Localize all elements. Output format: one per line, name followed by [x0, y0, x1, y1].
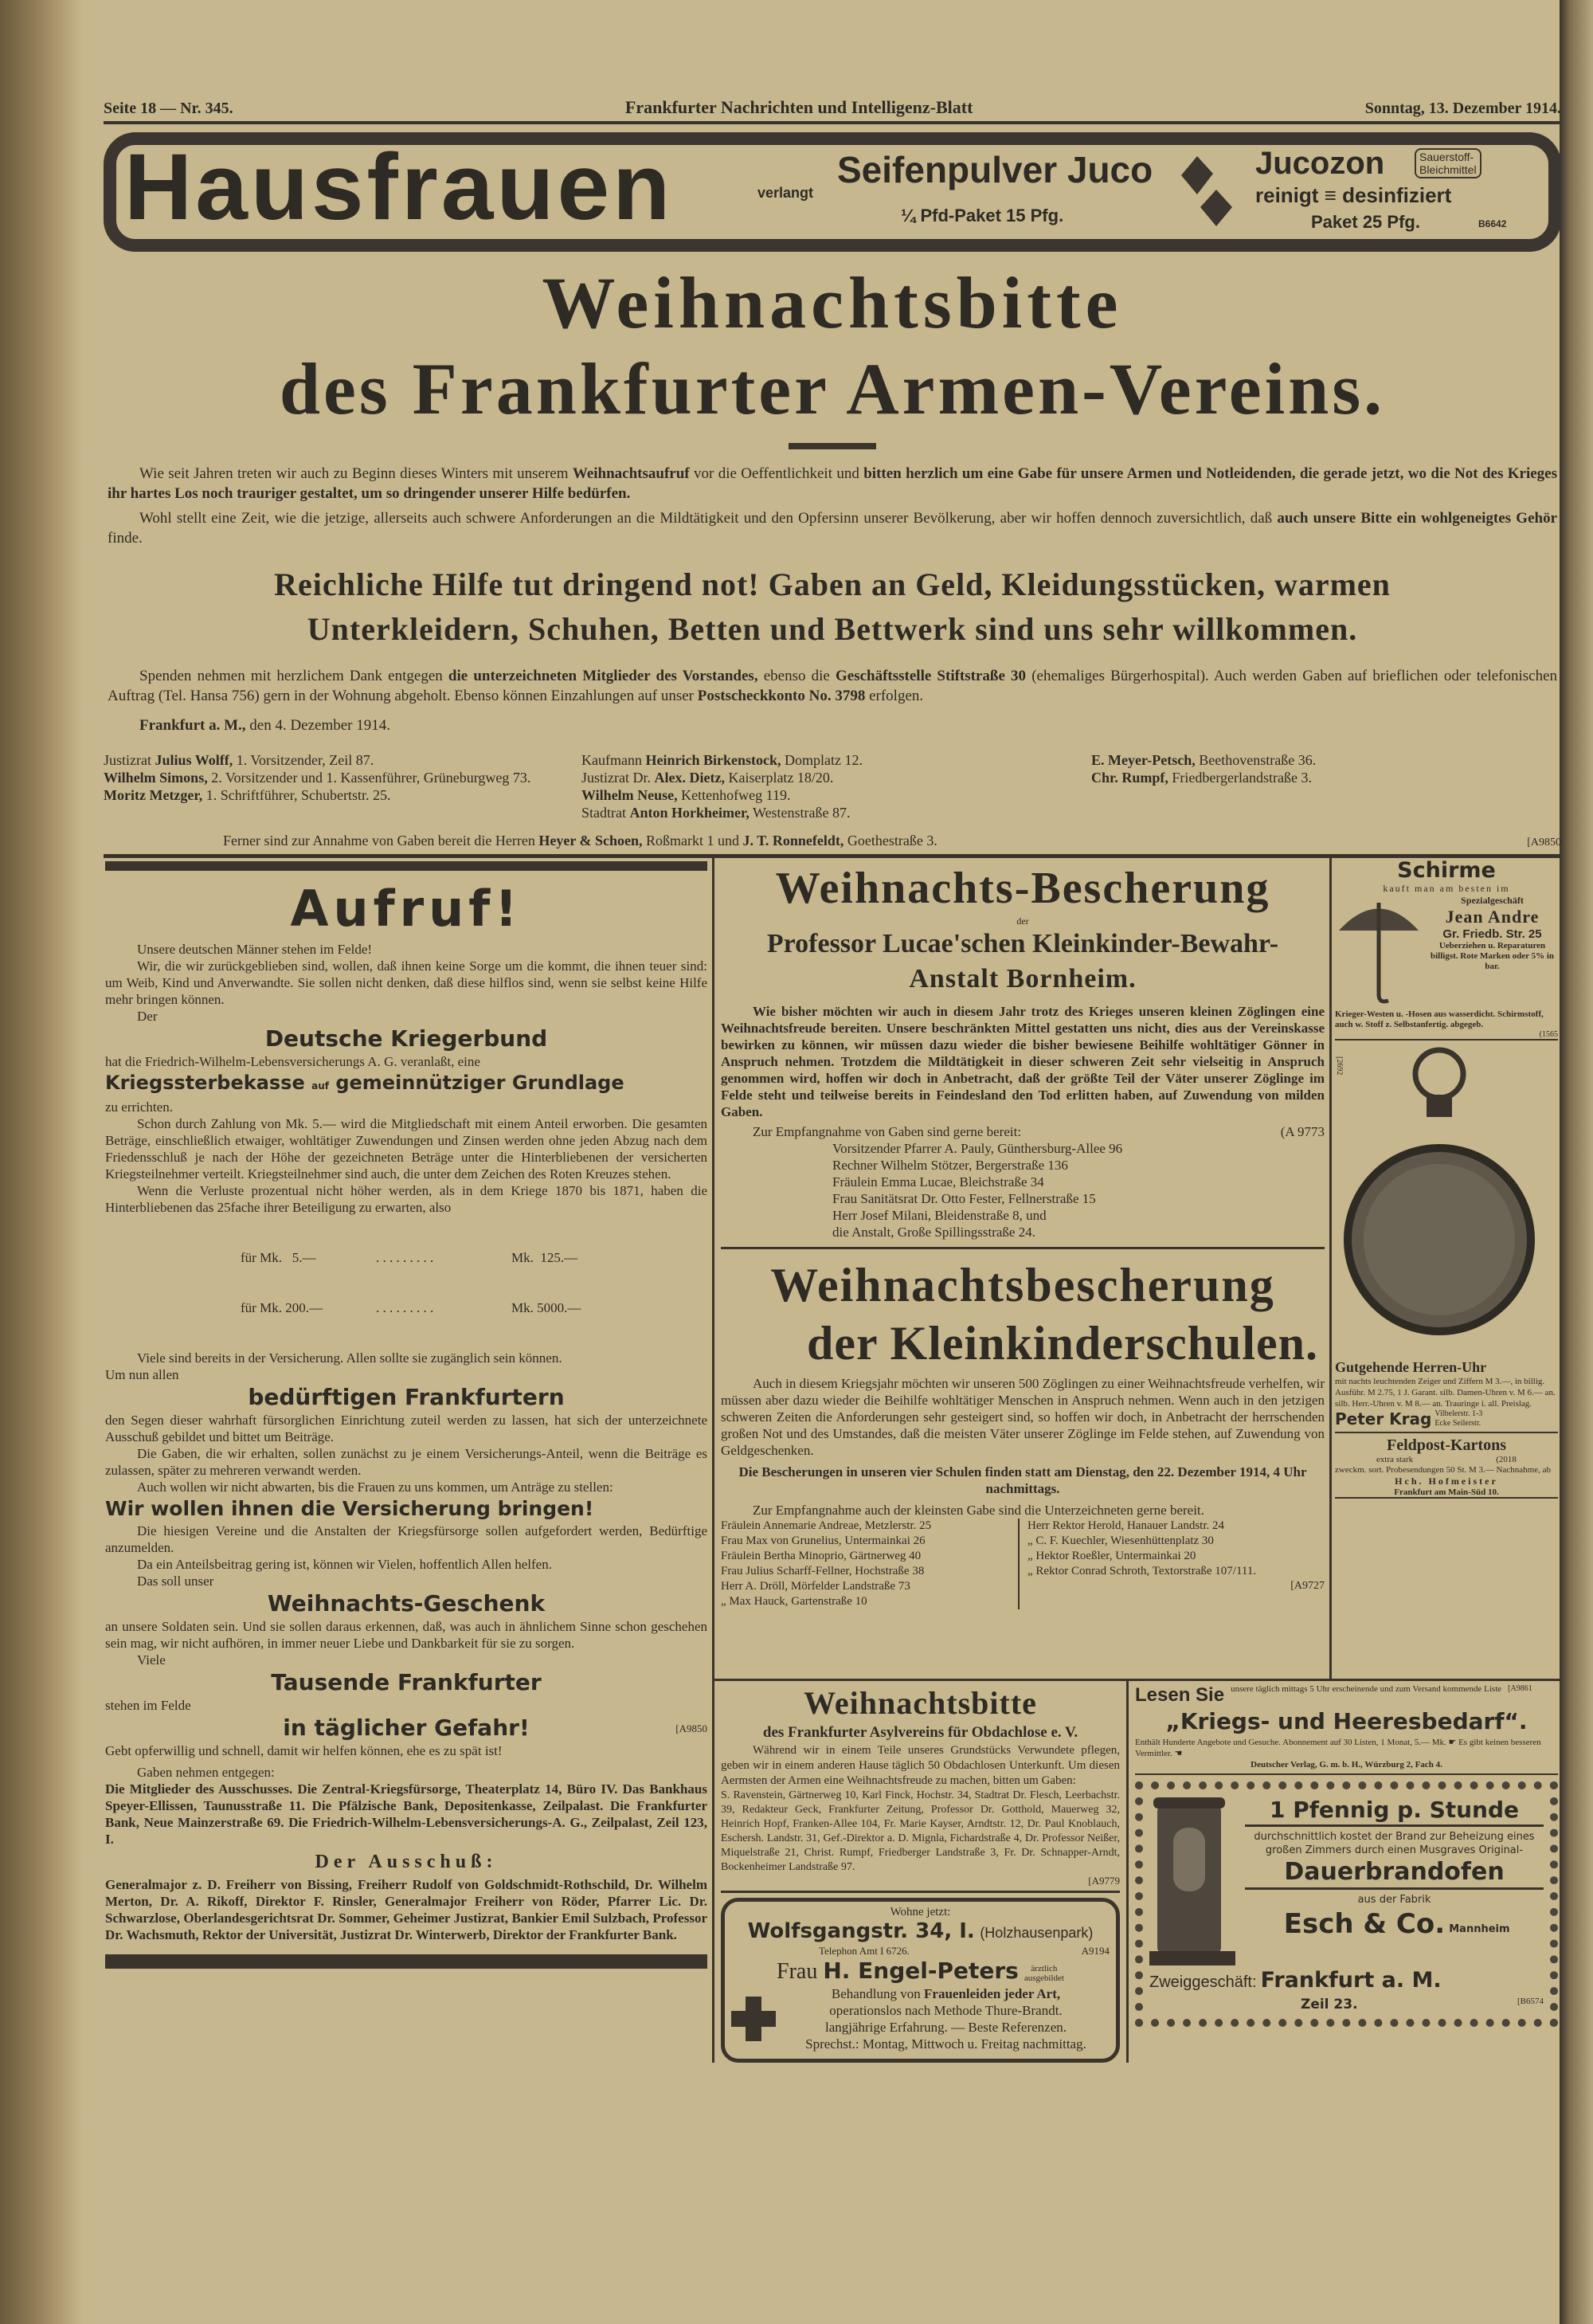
text: finde. — [108, 530, 143, 547]
collector-list — [721, 1140, 1325, 1240]
rule — [1335, 1432, 1558, 1433]
t: Feldpost-Kartons — [1387, 1436, 1506, 1454]
text: Spenden nehmen mit herzlichem Dank entgegen — [139, 668, 448, 684]
t: Wilhelm Simons, — [104, 770, 208, 786]
asyl-article — [721, 1684, 1120, 1887]
ad-text — [1245, 1796, 1544, 1967]
book-binding-edge — [0, 0, 84, 2324]
paragraph: Die Mitglieder des Ausschusses. Die Zentral-Kriegsfürsorge, Theaterplatz 14, Büro IV. Das Bankhaus Speyer-Ellissen, Taunusstraße 11. Die Pfälzische Bank, Depositenkasse, Zeilpalast. Die Frankfurter Bank, Neue Mainzerstraße 69. Die Friedrich-Wilhelm-Lebensversicherungs-A. G., Zeilpalast, Zeil 123, I. — [105, 1781, 707, 1847]
t: Domplatz 12. — [781, 752, 863, 768]
t: für Mk. 200.— — [241, 1300, 323, 1315]
t: Esch & Co. — [1283, 1908, 1446, 1940]
paragraph: Der — [137, 1009, 158, 1024]
ad-headline: Hausfrauen — [124, 135, 674, 240]
schirme-title: Schirme — [1397, 858, 1496, 883]
t: Peter Krag — [1335, 1409, 1432, 1428]
ornament-divider — [789, 443, 876, 449]
details-row — [731, 1985, 1110, 2052]
list-item: „ Rektor Conrad Schroth, Textorstraße 107/111. — [1027, 1565, 1257, 1577]
paragraph: Unsere deutschen Männer stehen im Felde! — [137, 942, 373, 957]
t: Julius Wolff, — [155, 752, 233, 768]
ad-note — [1415, 148, 1481, 178]
additional-collectors — [223, 833, 937, 849]
text-bold: Weihnachtsaufruf — [572, 465, 690, 482]
watch-ad — [1335, 1359, 1558, 1499]
text: vor die Oeffentlichkeit und — [689, 465, 864, 482]
list-item: „ C. F. Kuechler, Wiesenhüttenplatz 30 — [1027, 1534, 1214, 1547]
paragraph: Viele — [137, 1652, 166, 1668]
t: Deutscher Verlag, G. m. b. H., Würzburg 2, Fach 4. — [1251, 1760, 1442, 1769]
appeal-callout — [104, 562, 1561, 652]
ads-column — [1129, 1681, 1561, 2063]
aufruf-title: Aufruf! — [290, 880, 523, 938]
red-cross-icon — [731, 1997, 776, 2041]
ad-verlangt: verlangt — [757, 185, 814, 201]
paragraph: Die Bescherungen in unseren vier Schulen finden statt am Dienstag, den 22. Dezember 1914, 4 Uhr nachmittags. — [738, 1464, 1307, 1496]
paragraph: Da ein Anteilsbeitrag gering ist, können wir Vielen, hoffentlich Allen helfen. — [137, 1557, 552, 1572]
issue-date: Sonntag, 13. Dezember 1914. — [1364, 100, 1561, 117]
t: Gr. Friedb. Str. 25 — [1442, 927, 1542, 941]
t: Zweiggeschäft: — [1149, 1973, 1257, 1991]
t: Lesen Sie — [1135, 1684, 1225, 1706]
paragraph: Gaben nehmen entgegen: — [137, 1765, 275, 1780]
heading: des Frankfurter Asylvereins für Obdachlose e. V. — [762, 1724, 1078, 1741]
top-bar — [105, 861, 707, 871]
callout-line-1: Reichliche Hilfe tut dringend not! Gaben an Geld, Kleidungsstücken, warmen — [274, 566, 1391, 602]
ad-code: [A9850 — [675, 1722, 707, 1734]
t: (Holzhausenpark) — [980, 1925, 1094, 1941]
appeal-donation-info — [104, 666, 1561, 735]
t: Stadtrat — [581, 805, 630, 821]
ad-code: A9194 — [1081, 1945, 1110, 1957]
paragraph: Um nun allen — [105, 1367, 179, 1382]
t: Ferner sind zur Annahme von Gaben bereit die Herren — [223, 833, 539, 848]
adjacent-page-edge — [1560, 0, 1593, 2324]
t: Roßmarkt 1 und — [642, 833, 743, 848]
signers-col-2 — [581, 751, 1059, 821]
t: Kaiserplatz 18/20. — [724, 770, 834, 786]
t: Sprechst.: Montag, Mittwoch u. Freitag nachmittag. — [805, 2036, 1086, 2052]
asyl-column — [714, 1681, 1129, 2063]
ad-code: [A9779 — [1088, 1875, 1120, 1887]
t: Beethovenstraße 36. — [1195, 752, 1317, 768]
t: Krieger-Westen u. -Hosen aus wasserdicht. Schirmstoff, auch w. Stoff z. Selbstanfertig. abgegeb. — [1335, 1009, 1544, 1029]
paragraph: S. Ravenstein, Gärtnerweg 10, Karl Finck, Hochstr. 34, Stadtrat Dr. Flesch, Leerbachstr. 39, Redakteur Geck, Frankfurter Zeitung, Professor Dr. Gotthold, Mauerweg 32, Heinrich Hopf, Franken-Allee 104, Fr. Marie Kayser, Arndtstr. 12, Dr. Paul Knoblauch, Eschersh. Landstr. 31, Gef.-Direktor a. D. Mignla, Fichardstraße 4, Dr. Professor Neißer, Miquelstraße 21, Christ. Rumpf, Friedberger Landstraße 3, Fr. Dr. Schnapper-Arndt, Bockenheimer Landstraße 97. — [721, 1789, 1120, 1873]
ad-headline: 1 Pfennig p. Stunde — [1245, 1796, 1544, 1827]
list-item: Herr A. Dröll, Mörfelder Landstraße 73 — [721, 1580, 910, 1593]
t: 1. Schriftführer, Schubertstr. 25. — [202, 787, 391, 803]
rule — [721, 1247, 1325, 1249]
t: Frankfurt a. M. — [1260, 1968, 1442, 1993]
signer — [581, 786, 1059, 804]
row — [731, 1945, 1110, 1958]
t: Gutgehende Herren-Uhr — [1335, 1359, 1487, 1375]
upper-row — [714, 858, 1561, 1679]
heading: in täglicher Gefahr! — [283, 1715, 530, 1741]
text: Wohl stellt eine Zeit, wie die jetzige, allerseits auch schwere Anforderungen an die Mildtätigkeit und den Opfersinn unserer Bevölkerung, aber wir hoffen dennoch zuversichtlich, daß — [139, 510, 1278, 527]
text-bold: bitten herzlich um eine Gabe für unsere Armen und Notleidenden, die gerade jetzt, wo die Not des Krieges ihr hartes Los noch trauriger gestaltet, um so dringender unserer Hilfe bedürfen. — [108, 465, 1557, 502]
place: Frankfurt a. M., — [139, 717, 246, 734]
t: Kaufmann — [581, 752, 646, 768]
t: ärztlich — [1031, 1963, 1058, 1973]
ad-claim: reinigt ≡ desinfiziert — [1255, 183, 1452, 207]
additional-collectors-row — [104, 833, 1561, 849]
t: Kriegssterbekasse — [105, 1072, 305, 1094]
paragraph: zu errichten. — [105, 1099, 173, 1115]
lower-row — [714, 1681, 1561, 2063]
text: ebenso die — [757, 668, 836, 684]
text: (ehemaliges Bürgerhospital). Auch werden Gaben auf brieflichen oder telefonischen Auftrag (Tel. Hansa 756) gern in der Wohnung abgeholt. Ebenso können Einzahlungen auf unser — [108, 668, 1558, 704]
newspaper-title: Frankfurter Nachrichten und Intelligenz-Blatt — [624, 97, 973, 117]
paragraph: stehen im Felde — [105, 1698, 191, 1713]
t: Spezialgeschäft — [1461, 895, 1524, 906]
t: 1. Vorsitzender, Zeil 87. — [233, 752, 374, 768]
aufruf-article — [104, 858, 714, 2063]
t: Zur Empfangnahme von Gaben sind gerne bereit: — [753, 1124, 1022, 1139]
t: Frauenleiden jeder Art, — [924, 1986, 1061, 2001]
ad-code: B6642 — [1478, 218, 1507, 229]
list-item: Frau Julius Scharff-Fellner, Hochstraße 38 — [721, 1565, 925, 1577]
t: Wilhelm Neuse, — [581, 787, 678, 803]
details — [782, 1985, 1110, 2052]
ad-product: Seifenpulver Juco — [837, 149, 1153, 190]
t: Justizrat — [104, 752, 155, 768]
t: E. Meyer-Petsch, — [1091, 752, 1196, 768]
list-item: Rechner Wilhelm Stötzer, Bergerstraße 136 — [832, 1158, 1068, 1173]
name-line — [731, 1958, 1110, 1985]
heading: Anstalt Bornheim. — [909, 964, 1137, 993]
esch-stove-ad — [1135, 1781, 1558, 2027]
list-item: Fräulein Annemarie Andreae, Metzlerstr. 25 — [721, 1519, 932, 1532]
list-item: Herr Josef Milani, Bleidenstraße 8, und — [832, 1208, 1047, 1223]
signer — [581, 751, 1059, 769]
rule — [1335, 1497, 1558, 1499]
watch-row — [1335, 1041, 1558, 1359]
right-area — [714, 858, 1561, 2063]
paragraph: Zur Empfangnahme auch der kleinsten Gabe sind die Unterzeichneten gerne bereit. — [753, 1503, 1204, 1518]
t: Ecke Seilerstr. — [1434, 1419, 1481, 1428]
text-bold: Postscheckkonto No. 3798 — [697, 688, 866, 704]
ad-code: [A9850 — [1527, 837, 1561, 848]
column-area — [104, 858, 1561, 2063]
t: Justizrat Dr. — [581, 770, 655, 786]
date: den 4. Dezember 1914. — [245, 717, 391, 734]
t: Goethestraße 3. — [843, 833, 937, 848]
ad-code: (1565 — [1539, 1030, 1558, 1039]
address-line — [731, 1919, 1110, 1945]
row — [1335, 1455, 1558, 1464]
schirme-row — [1335, 895, 1558, 1006]
t: Frau — [777, 1959, 818, 1984]
list-item: Fräulein Emma Lucae, Bleichstraße 34 — [832, 1174, 1044, 1189]
heading: Weihnachts-Geschenk — [267, 1590, 546, 1617]
signer — [581, 769, 1059, 786]
juco-diamond-logo-icon — [1180, 156, 1235, 228]
signer — [581, 804, 1059, 821]
t: Vilbelerstr. 1-3 — [1434, 1409, 1483, 1418]
row — [1335, 1409, 1558, 1428]
t: Ueberziehen u. Reparaturen billigst. Rote Marken oder 5% in bar. — [1430, 941, 1554, 971]
t: Heinrich Birkenstock, — [645, 752, 781, 768]
collector-lists — [721, 1519, 1325, 1609]
t: Kettenhofweg 119. — [677, 787, 791, 803]
paragraph: Auch wollen wir nicht abwarten, bis die Frauen zu uns kommen, um Anträge zu stellen: — [137, 1479, 613, 1495]
heading: Weihnachtsbitte — [804, 1685, 1037, 1721]
appeal-paragraph-1 — [108, 464, 1557, 504]
t: mit nachts leuchtenden Zeiger und Ziffern M 3.—, in billig. Ausführ. M 2.75, 1 J. Garant. silb. Damen-Uhren v. M 6.— an. silb. Herr.-Uhren v. M 8.— an. Trauringe i. all. Preislag. — [1335, 1377, 1556, 1409]
kriegsbedarf-ad — [1135, 1684, 1558, 1775]
t: Mk. 125.— — [511, 1250, 578, 1265]
ad-code: [B6574 — [1517, 1997, 1544, 2006]
lucae-article — [714, 858, 1332, 1679]
t: Mannheim — [1449, 1922, 1510, 1935]
t: auf — [311, 1080, 329, 1091]
t: für Mk. 5.— — [241, 1250, 316, 1265]
t: ausgebildet — [1024, 1973, 1064, 1983]
list-item: die Anstalt, Große Spillingsstraße 24. — [832, 1225, 1035, 1240]
ad-code: [2692 — [1335, 1056, 1344, 1076]
juco-ad — [104, 132, 1561, 252]
t: langjährige Erfahrung. — Beste Referenzen. — [824, 2020, 1067, 2035]
ad-code: (2018 — [1496, 1455, 1517, 1464]
t: Friedbergerlandstraße 3. — [1168, 770, 1312, 786]
ad-price: ¼ Pfd-Paket 15 Pfg. — [901, 206, 1064, 225]
t: Chr. Rumpf, — [1091, 770, 1168, 786]
rule — [721, 1891, 1120, 1893]
paragraph: an unsere Soldaten sein. Und sie sollen daraus erkennen, daß, was auch in ähnlichem Sinne schon geschehen sein mag, wir nicht aufhören, in immer neuer Liebe und Dankbarkeit für sie zu sorgen. — [105, 1619, 707, 1651]
ad-note-line: Bleichmittel — [1419, 163, 1477, 176]
appeal-subtitle: des Frankfurter Armen-Vereins. — [279, 348, 1386, 429]
ad-title: „Kriegs- und Heeresbedarf“. — [1165, 1708, 1528, 1734]
t: Wohne jetzt: — [890, 1906, 951, 1918]
t: Jean Andre — [1445, 907, 1540, 927]
zeil-row — [1149, 1997, 1544, 2012]
t: Westenstraße 87. — [749, 805, 851, 821]
esch-row — [1149, 1796, 1544, 1967]
list-item: Fräulein Bertha Minoprio, Gärtnerweg 40 — [721, 1550, 922, 1562]
signer — [104, 769, 550, 786]
text-bold: Geschäftsstelle Stiftstraße 30 — [835, 668, 1027, 684]
t: der — [1016, 915, 1029, 927]
bottom-bar — [105, 1954, 707, 1969]
heading: Deutsche Kriegerbund — [264, 1025, 548, 1052]
t: Zeil 23. — [1301, 1997, 1358, 2012]
paragraph: Das soll unser — [137, 1574, 214, 1589]
t: Telephon Amt I 6726. — [819, 1945, 910, 1957]
paragraph: den Segen dieser wahrhaft fürsorglichen Einrichtung zuteil werden zu lassen, hat sich der unterzeichnete Ausschuß gebildet und bittet um Beiträge. — [105, 1413, 707, 1444]
engel-peters-ad — [721, 1898, 1120, 2063]
t: Anton Horkheimer, — [629, 805, 750, 821]
t: 2. Vorsitzender und 1. Kassenführer, Grüneburgweg 73. — [207, 770, 531, 786]
text-bold: auch unsere Bitte ein wohlgeneigtes Gehör — [1277, 510, 1558, 527]
paragraph: Wir, die wir zurückgeblieben sind, wollen, daß ihnen keine Sorge um die kommt, die ihnen teuer sind: um Weib, Kind und Anverwandte. Sie sollen nicht denken, daß diese hilflos sind, wenn sie selbst keine Hilfe mehr bringen können. — [105, 958, 707, 1007]
list-item: Vorsitzender Pfarrer A. Pauly, Günthersburg-Allee 96 — [832, 1141, 1123, 1156]
firm-line — [1245, 1907, 1544, 1946]
t: durchschnittlich kostet der Brand zur Beheizung eines großen Zimmers durch einen Musgraves Original- — [1254, 1831, 1535, 1856]
newspaper-page — [104, 97, 1561, 2063]
ad-product: Dauerbrandofen — [1245, 1857, 1544, 1890]
pocket-watch-illustration-icon — [1344, 1041, 1535, 1359]
paragraph: Während wir in einem Teile unseres Grundstücks Verwundete pflegen, geben wir in einem anderen Hause täglich 50 Obdachlosen Unterkunft. Um diesen Aermsten der Armen eine Weihnachtsfreude zu machen, bitten um Gaben: — [721, 1744, 1120, 1787]
ad-code: [A9861 — [1508, 1684, 1532, 1693]
heading: der Kleinkinderschulen. — [807, 1317, 1318, 1370]
row — [721, 1123, 1325, 1140]
heading — [105, 1070, 707, 1099]
t: H. Engel-Peters — [823, 1958, 1019, 1984]
t: Hch. Hofmeister — [1395, 1476, 1498, 1487]
t: Enthält Hunderte Angebote und Gesuche. Abonnement auf 30 Listen, 1 Monat, 5.— Mk. ☛ Es gibt keinen besseren Vermittler. ☚ — [1135, 1738, 1541, 1758]
row — [1135, 1684, 1558, 1707]
heading: Weihnachts-Bescherung — [775, 864, 1270, 913]
paragraph: Wenn die Verluste prozentual nicht höher werden, als in dem Kriege 1870 bis 1871, haben die Hinterbliebenen das 25fache ihrer Beteiligung zu erwarten, also — [105, 1183, 707, 1215]
board-signers — [104, 751, 1561, 821]
heading: Wir wollen ihnen die Versicherung bringen! — [105, 1497, 594, 1520]
heading: Tausende Frankfurter — [271, 1669, 542, 1695]
text-bold: die unterzeichneten Mitglieder des Vorstandes, — [448, 668, 758, 684]
t: Frankfurt am Main-Süd 10. — [1394, 1487, 1499, 1497]
list-item: Frau Max von Grunelius, Untermainkai 26 — [721, 1534, 926, 1547]
list-item: „ Hektor Roeßler, Untermainkai 20 — [1027, 1550, 1196, 1562]
paragraph: hat die Friedrich-Wilhelm-Lebensversicherungs A. G. veranlaßt, eine — [105, 1054, 480, 1069]
t: gemeinnütziger Grundlage — [335, 1072, 624, 1094]
t: Wolfsgangstr. 34, I. — [747, 1919, 975, 1943]
signers-col-3 — [1091, 751, 1561, 821]
page-number: Seite 18 — Nr. 345. — [104, 100, 233, 117]
paragraph: Die Gaben, die wir erhalten, sollen zunächst zu je einem Versicherungs-Anteil, wenn die Beiträge es zulassen, später zu mehreren verwandt werden. — [105, 1446, 707, 1478]
heading: Professor Lucae'schen Kleinkinder-Bewahr- — [766, 929, 1279, 958]
heading: bedürftigen Frankfurtern — [248, 1384, 565, 1410]
signer — [104, 751, 550, 769]
t: extra stark — [1376, 1455, 1414, 1464]
payout-table — [105, 1216, 707, 1350]
text: erfolgen. — [865, 688, 924, 704]
ad-code: [A9727 — [1290, 1580, 1325, 1592]
rule — [1135, 1773, 1558, 1775]
heading: Der Ausschuß: — [315, 1852, 498, 1872]
ad-brand-jucozon: Jucozon — [1255, 146, 1385, 181]
t: unsere täglich mittags 5 Uhr erscheinende und zum Versand kommende Liste — [1231, 1684, 1502, 1694]
t: Behandlung von — [831, 1986, 925, 2001]
list-left — [721, 1519, 1020, 1609]
text: Wie seit Jahren treten wir auch zu Beginn dieses Winters mit unserem — [139, 465, 573, 482]
list-item: Frau Sanitätsrat Dr. Otto Fester, Fellnerstraße 15 — [832, 1191, 1096, 1206]
stove-illustration-icon — [1149, 1796, 1237, 1967]
paragraph: Die hiesigen Vereine und die Anstalten der Kriegsfürsorge sollen aufgefordert werden, Bedürftige anzumelden. — [105, 1523, 707, 1555]
t: Heyer & Schoen, — [538, 833, 643, 848]
ad-note-line: Sauerstoff- — [1419, 151, 1474, 163]
list-item: Herr Rektor Herold, Hanauer Landstr. 24 — [1027, 1519, 1225, 1532]
payout-row: für Mk. 5.— . . . . . . . . . Mk. 125.— — [241, 1250, 578, 1265]
t: kauft man am besten im — [1383, 883, 1510, 894]
paragraph: Schon durch Zahlung von Mk. 5.— wird die Mitgliedschaft mit einem Anteil erworben. Die gesamten Beträge, einschließlich etwaiger, wohltätiger Zuwendungen und Zinsen werden ohne jeden Abzug nach dem Friedensschluß je nach der Höhe der gezeichneten Beträge unter die Hinterbliebenen der versicherten Kriegsteilnehmer verteilt. Kriegsteilnehmer sind auch, die unter dem Zeichen des Roten Kreuzes stehen. — [105, 1116, 707, 1182]
t: Moritz Metzger, — [104, 787, 203, 803]
callout-line-2: Unterkleidern, Schuhen, Betten und Bettwerk sind uns sehr willkommen. — [307, 611, 1358, 647]
appeal-title: Weihnachtsbitte — [542, 262, 1123, 343]
heading: Weihnachtsbescherung — [770, 1259, 1275, 1311]
payout-row: für Mk. 200.— . . . . . . . . . Mk. 5000.— — [241, 1300, 581, 1315]
paragraph: Gebt opferwillig und schnell, damit wir helfen können, ehe es zu spät ist! — [105, 1743, 503, 1758]
t: zweckm. sort. Probesendungen 50 St. M 3.— Nachnahme, ab — [1335, 1465, 1551, 1475]
paragraph: Auch in diesem Kriegsjahr möchten wir unseren 500 Zöglingen zu einer Weihnachtsfreude verhelfen, wir müssen aber dazu wieder die Beihilfe wohltätiger Menschen in Anspruch nehmen. Wenn auch in den jetzigen schweren Zeiten die Anforderungen sehr gesteigert sind, so hoffen wir doch, in Anbetracht der herrschenden großen Not und des Umstandes, daß die meisten Väter unserer Zöglinge im Felde stehen, auf Zuwendung von Geldgeschenken. — [721, 1376, 1325, 1458]
signer — [1091, 769, 1561, 786]
right-ads — [1332, 858, 1561, 1679]
umbrella-illustration-icon — [1335, 895, 1427, 1006]
t: J. T. Ronnefeldt, — [742, 833, 844, 848]
signer — [104, 786, 550, 804]
t: Mk. 5000.— — [511, 1300, 581, 1315]
paragraph: Viele sind bereits in der Versicherung. Allen sollte sie zugänglich sein können. — [137, 1350, 562, 1366]
schirme-shop — [1427, 895, 1558, 1006]
paragraph: Wie bisher möchten wir auch in diesem Jahr trotz des Krieges unseren kleinen Zöglingen eine Weihnachtsfreude bereiten. Unsere beschränkten Mittel gestatten uns nicht, dies aus der Vereinskasse bewirken zu können, wir müssen dazu wieder die bisher bewiesene Beihilfe wohltätiger Gönner in Anspruch nehmen. Trotzdem die Mildtätigkeit in dieser schweren Zeit sehr vielseitig in Anspruch genommen wird, hoffen wir doch in Anbetracht, daß der größte Teil der Väter unserer Zöglinge im Felde steht und teilweise bereits in Feindesland den Tod erlitten haben, auf Zuwendung von milden Gaben. — [721, 1004, 1325, 1119]
paragraph: Generalmajor z. D. Freiherr von Bissing, Freiherr Rudolf von Goldschmidt-Rothschild, Dr. Wilhelm Merton, Dr. A. Rikoff, Direktor F. Rinsler, Generalmajor Freiherr von Röder, Pfarrer Lic. Dr. Schwarzlose, Oberlandesgerichtsrat Dr. Sommer, Geheimer Justizrat, Bankier Emil Sulzbach, Professor Dr. Wachsmuth, Rektor der Universität, Justizrat Dr. Winterwerb, Direktor der Frankfurter Bank. — [105, 1877, 707, 1942]
appeal-body — [104, 464, 1561, 548]
ad-code: (A 9773 — [1280, 1124, 1325, 1139]
list-right — [1020, 1519, 1325, 1609]
signers-col-1 — [104, 751, 550, 821]
t: aus der Fabrik — [1357, 1894, 1431, 1906]
running-header — [104, 97, 1561, 124]
branch-line — [1149, 1967, 1544, 1997]
t: Alex. Dietz, — [654, 770, 725, 786]
t: operationslos nach Methode Thure-Brandt. — [829, 2003, 1063, 2018]
ad-price2: Paket 25 Pfg. — [1311, 212, 1420, 232]
appeal-paragraph-2 — [108, 508, 1557, 548]
list-item: „ Max Hauck, Gartenstraße 10 — [721, 1595, 867, 1608]
heading-row — [105, 1714, 707, 1742]
signer — [1091, 751, 1561, 769]
